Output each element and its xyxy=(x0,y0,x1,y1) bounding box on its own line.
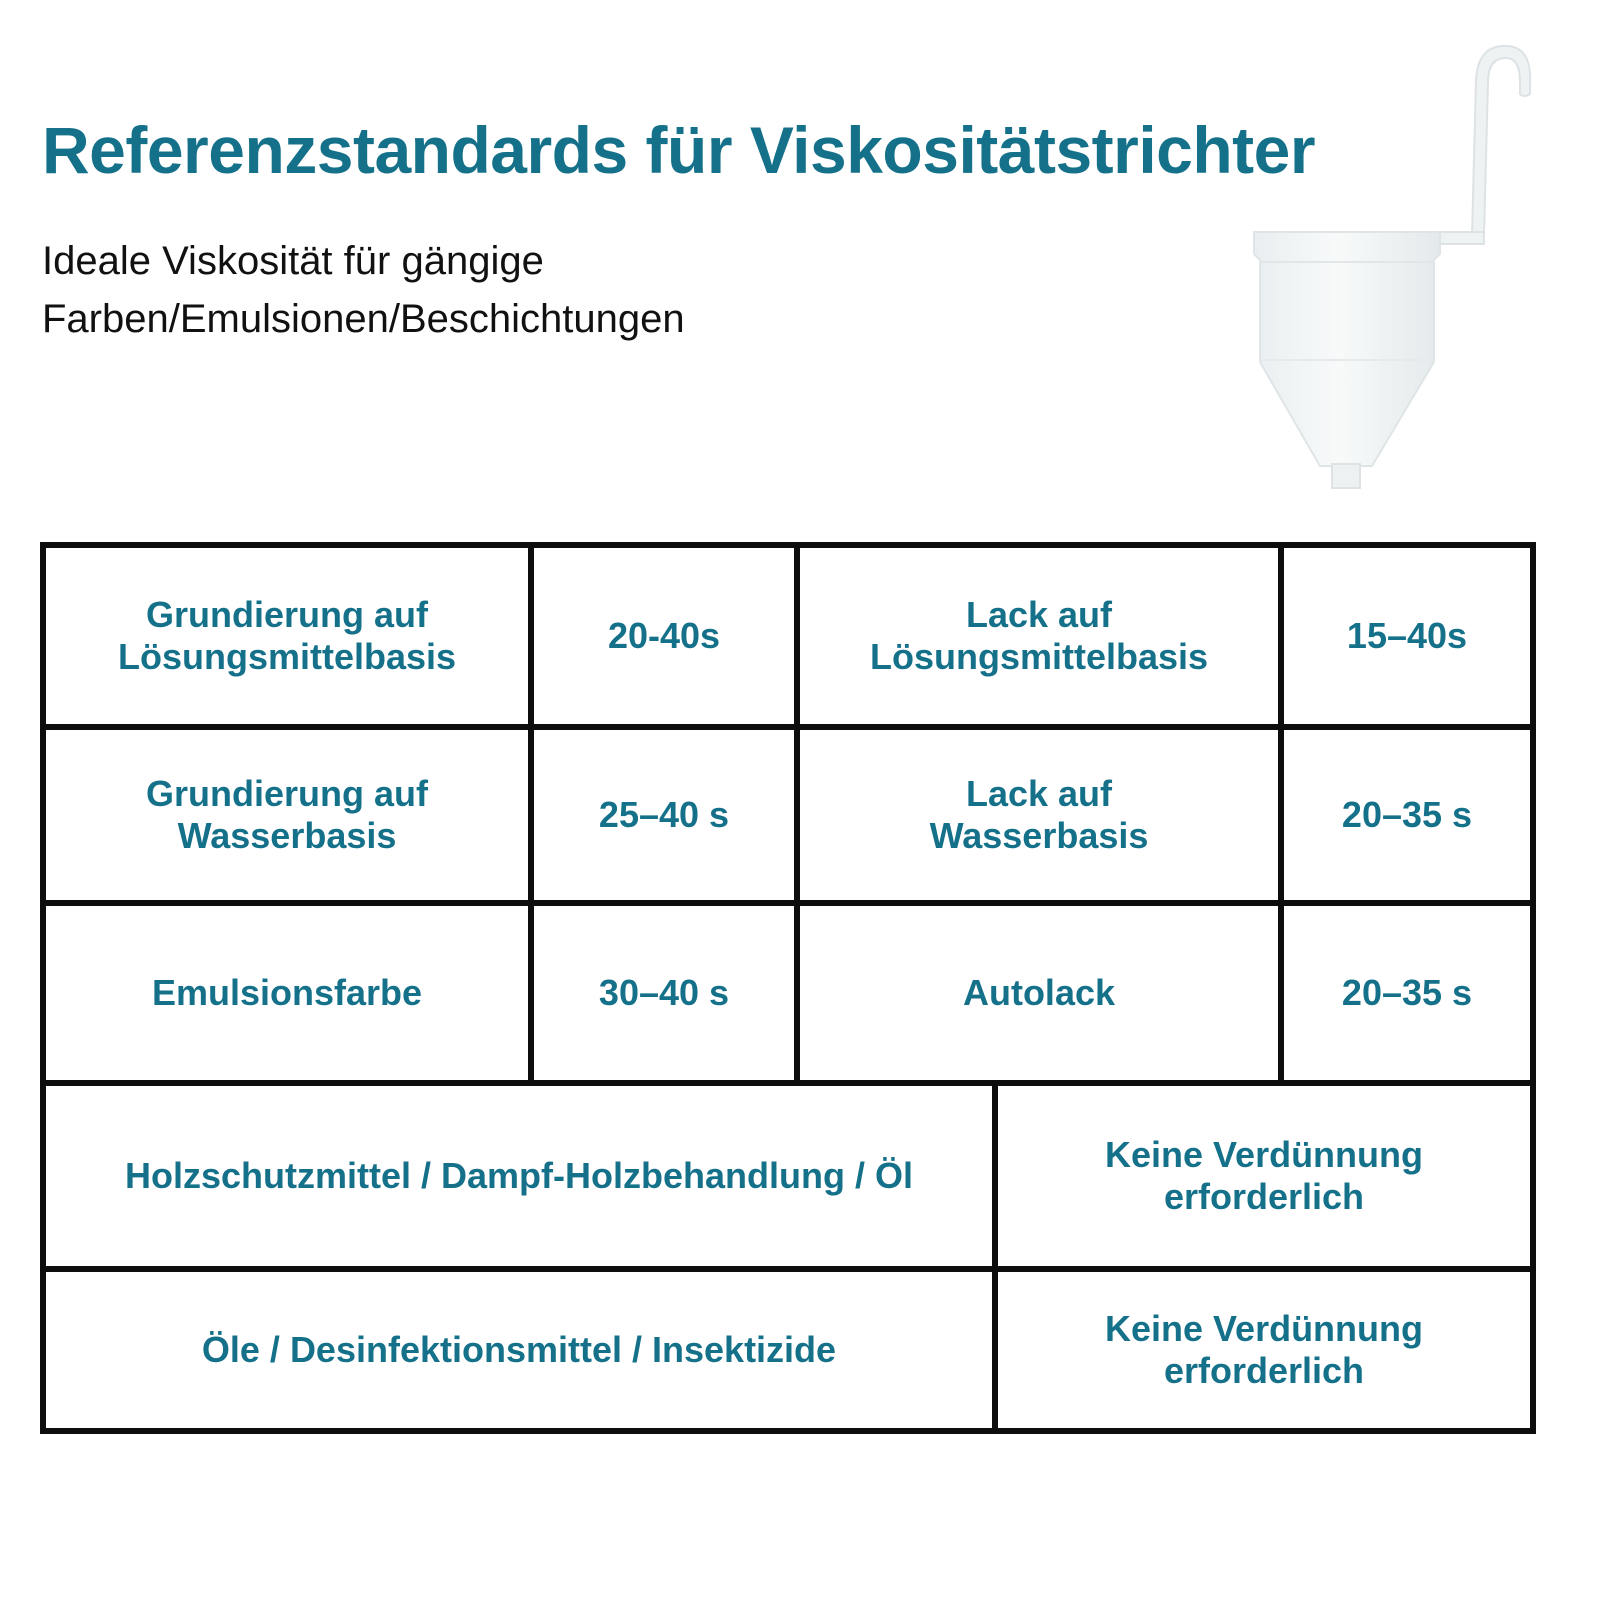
table-row-2-right-value: 20–35 s xyxy=(1341,794,1473,835)
table-row-2-right-label: Lack auf Wasserbasis xyxy=(929,773,1149,856)
table-row-5-value: Keine Verdünnung erforderlich xyxy=(1104,1308,1424,1391)
table-row-2-left-label: Grundierung auf Wasserbasis xyxy=(146,773,428,856)
table-row-4-value: Keine Verdünnung erforderlich xyxy=(1104,1134,1424,1217)
table-row-3-right-label: Autolack xyxy=(962,972,1116,1013)
table-row-5-label: Öle / Desinfektionsmittel / Insektizide xyxy=(201,1329,837,1370)
subtitle-line-1: Ideale Viskosität für gängige xyxy=(42,239,544,283)
table-row-3-left-value: 30–40 s xyxy=(598,972,730,1013)
reference-table xyxy=(40,542,1536,1434)
table-row-1-right-label: Lack auf Lösungsmittelbasis xyxy=(869,594,1209,677)
page-subtitle xyxy=(42,232,685,348)
subtitle-line-2: Farben/Emulsionen/Beschichtungen xyxy=(42,297,685,341)
table-row-1-left-label: Grundierung auf Lösungsmittelbasis xyxy=(117,594,457,677)
viscosity-funnel-icon xyxy=(1240,36,1560,506)
table-row-3-right-value: 20–35 s xyxy=(1341,972,1473,1013)
table-row-1-right-value: 15–40s xyxy=(1346,615,1468,656)
table-row-2-left-value: 25–40 s xyxy=(598,794,730,835)
table-row-4-label: Holzschutzmittel / Dampf-Holzbehandlung / Öl xyxy=(125,1155,913,1196)
table-row-1-left-value: 20-40s xyxy=(607,615,721,656)
table-row-3-left-label: Emulsionsfarbe xyxy=(151,972,423,1013)
page-title: Referenzstandards für Viskositätstrichter xyxy=(42,113,1316,187)
